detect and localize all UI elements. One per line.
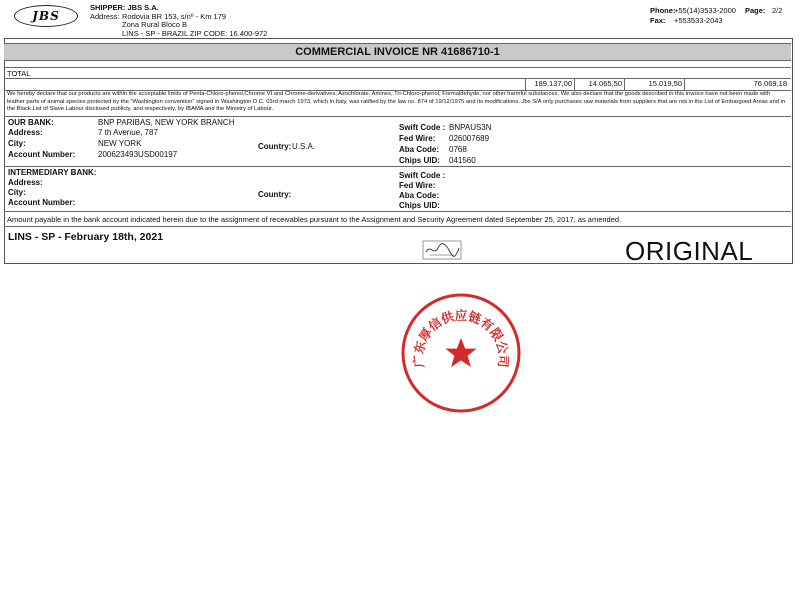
jbs-logo (14, 5, 78, 27)
intermediary-bank-chips-label: Chips UID: (399, 201, 440, 210)
invoice-title-text: COMMERCIAL INVOICE NR 41686710-1 (295, 46, 500, 58)
phone-number: +55(14)3533-2000 (674, 6, 736, 15)
fax-number: +553533-2043 (674, 16, 723, 25)
seal-text: 广东厚信供应链有限公司 (410, 307, 512, 369)
our-bank-name: BNP PARIBAS, NEW YORK BRANCH (98, 118, 235, 127)
total-label: TOTAL (7, 69, 31, 78)
our-bank-city: NEW YORK (98, 139, 142, 148)
intermediary-bank-account-label: Account Number: (8, 198, 76, 207)
page-label: Page: (745, 6, 766, 15)
intermediary-bank-aba-label: Aba Code: (399, 191, 439, 200)
divider (4, 67, 791, 68)
our-bank-address-label: Address: (8, 128, 43, 137)
intermediary-bank-swift-label: Swift Code : (399, 171, 446, 180)
total-value-1: 189.137,00 (534, 79, 572, 88)
our-bank-country-label: Country: (258, 142, 292, 151)
our-bank-swift: BNPAUS3N (449, 123, 492, 132)
our-bank-account-label: Account Number: (8, 150, 76, 159)
address-label: Address: (90, 12, 120, 21)
our-bank-chips-label: Chips UID: (399, 156, 440, 165)
our-bank-chips: 041560 (449, 156, 476, 165)
our-bank-fed-label: Fed Wire: (399, 134, 436, 143)
divider (4, 211, 791, 212)
phone-label: Phone: (650, 6, 676, 15)
our-bank-account: 200623493USD00197 (98, 150, 178, 159)
logo-text: JBS (32, 9, 60, 23)
intermediary-bank-fed-label: Fed Wire: (399, 181, 436, 190)
our-bank-aba-label: Aba Code: (399, 145, 439, 154)
intermediary-bank-address-label: Address: (8, 178, 43, 187)
address-line-3: LINS - SP - BRAZIL ZIP CODE: 16.400-972 (122, 29, 268, 38)
total-value-4: 76.069,18 (753, 79, 787, 88)
intermediary-bank-country-label: Country: (258, 190, 292, 199)
invoice-title (4, 43, 791, 61)
our-bank-city-label: City: (8, 139, 26, 148)
assignment-note: Amount payable in the bank account indicated herein due to the assignment of receivables pursuant to the Assignment and Security Agreement dated September 25, 2017, as amended. (7, 215, 622, 224)
original-stamp: ORIGINAL (625, 236, 754, 266)
total-value-3: 15.019,50 (648, 79, 682, 88)
page-number: 2/2 (772, 6, 783, 15)
address-line-2: Zona Rural Bloco B (122, 20, 188, 29)
declaration-text: We hereby declare that our products are within the acceptable limits of Penta-Chloro-phenol,Chrome VI and Chrome-derivatives, Azochlorate, Amines, Tri-Chloro-phenol, Formaldehyde, nor other harmful substances. We also declare that the goods described in this invoice have not been made with leather parts of animal species protected by the "Washington convention" signed in Washington D.C. 03rd march 1973, which in Italy, was ratified by the law no. 874 of 19/12/1975 and its modifications. Jbs S/A only purchases raw materials from suppliers that are not in the List of Embargoed Areas and in the Black List of Slave Labour disclosed publicly, and respectively, by IBAMA and the Ministry of Labour. (7, 91, 786, 112)
fax-label: Fax: (650, 16, 666, 25)
our-bank-swift-label: Swift Code : (399, 123, 446, 132)
seal-star-icon (445, 338, 476, 367)
our-bank-address: 7 th Avenue, 787 (98, 128, 158, 137)
intermediary-bank-city-label: City: (8, 188, 26, 197)
address-line-1: Rodovia BR 153, s/nº - Km 179 (122, 12, 227, 21)
divider (4, 116, 791, 117)
total-value-2: 14.065,50 (588, 79, 622, 88)
divider (4, 226, 791, 227)
divider (4, 166, 791, 167)
intermediary-bank-heading: INTERMEDIARY BANK: (8, 168, 97, 177)
signature-stamp (422, 240, 462, 260)
our-bank-aba: 0768 (449, 145, 467, 154)
our-bank-country: U.S.A. (292, 142, 316, 151)
our-bank-fed: 026007689 (449, 134, 490, 143)
our-bank-heading: OUR BANK: (8, 118, 54, 127)
place-date: LINS - SP - February 18th, 2021 (8, 231, 164, 243)
company-seal (398, 290, 524, 416)
shipper-name: SHIPPER: JBS S.A. (90, 3, 159, 12)
